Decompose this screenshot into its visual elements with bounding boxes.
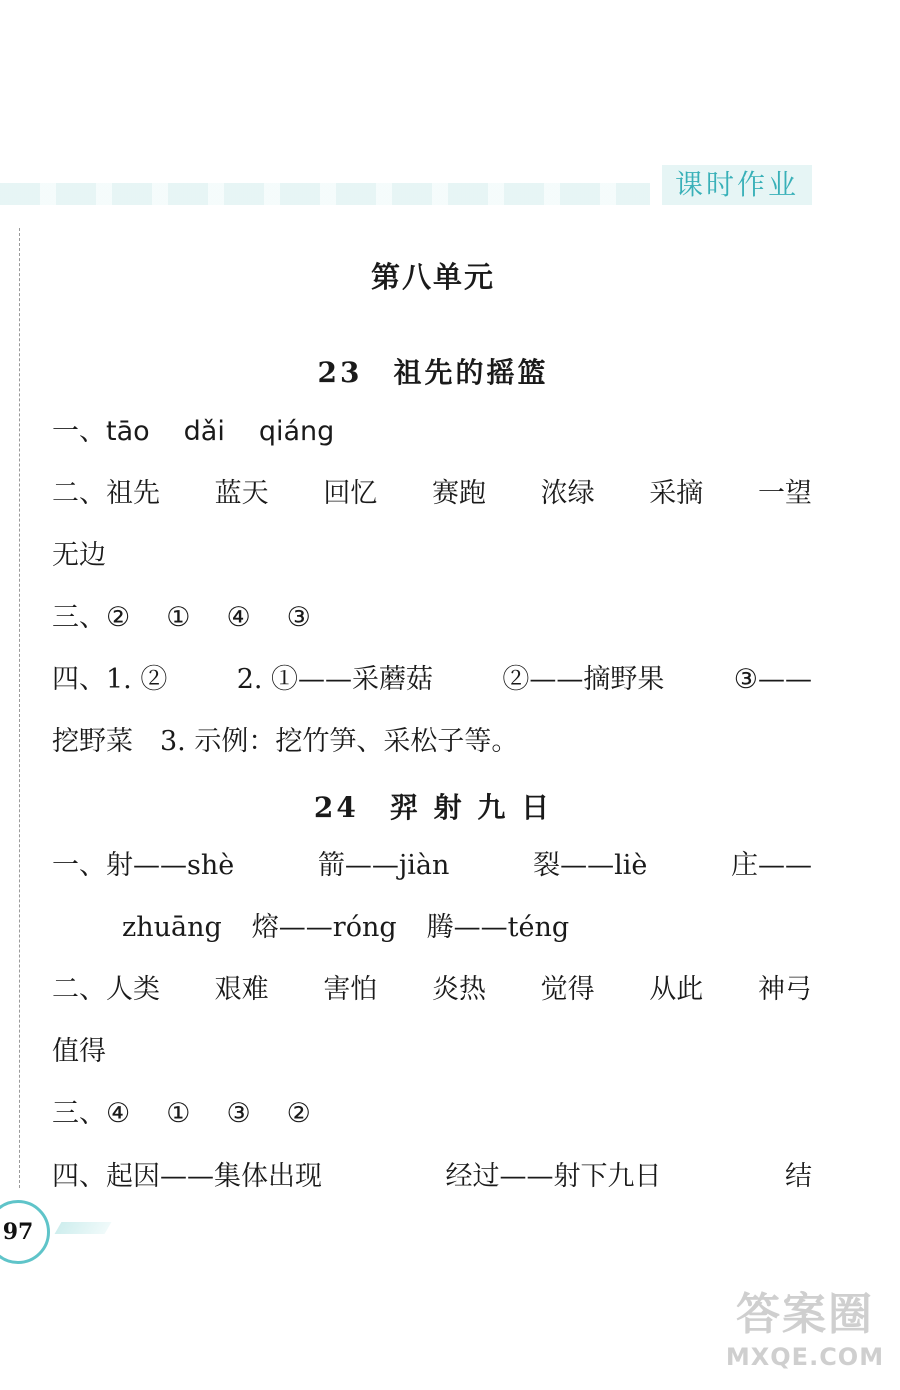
answer: ②——摘野果 [502,664,665,695]
pinyin: dǎi [183,416,225,447]
l24-q2-cont: 值得 [52,1036,106,1067]
word: 害怕 [323,974,378,1005]
l23-q4 [52,660,812,700]
question-number: 三、 [52,1098,106,1129]
answer: 熔——róng [251,912,397,943]
answer: 射——shè [106,850,235,881]
answer: 庄—— [731,850,812,881]
l24-q3 [52,1094,822,1134]
answer: ③ [226,1098,251,1129]
question-number: 四、 [52,664,106,695]
word: 从此 [649,974,704,1005]
answer: 裂——liè [533,850,648,881]
question-number-with-answer [52,660,167,700]
word: 祖先 [106,478,160,509]
word: 采摘 [649,478,704,509]
word: 神弓 [757,974,812,1005]
word: 觉得 [540,974,595,1005]
l23-q4-cont: 挖野菜 3. 示例：挖竹笋、采松子等。 [52,726,519,757]
watermark-logo: 答案圈 [736,1289,874,1340]
answer: 起因——集体出现 [106,1161,322,1192]
answer: 腾——téng [426,912,570,943]
question-number: 一、 [52,850,106,881]
word: 赛跑 [431,478,486,509]
lesson-title-24: 24 羿 射 九 日 [313,791,553,824]
l24-q1-cont [122,908,892,948]
question-number: 二、 [52,478,106,509]
answer: ③—— [733,664,812,695]
question-number: 二、 [52,974,106,1005]
l23-q2-cont: 无边 [52,540,106,571]
word: 一望 [757,478,812,509]
page-number: 97 [0,1200,50,1264]
word: 人类 [106,974,160,1005]
header-decoration-strip [0,183,650,205]
answer: ④ [106,1098,131,1129]
answer: zhuāng [122,912,222,943]
word: 蓝天 [214,478,269,509]
watermark-url: MXQE.COM [725,1343,885,1371]
answer: ① [166,1098,191,1129]
watermark [715,1288,895,1388]
answer: 箭——jiàn [317,850,450,881]
pinyin: qiáng [258,416,335,447]
question-number: 一、 [52,416,106,447]
question-number-with-answer [52,846,234,886]
answer: 2. ①——采蘑菇 [236,664,434,695]
l23-q3 [52,598,822,638]
word: 浓绿 [540,478,595,509]
question-number-with-answer [52,1157,322,1197]
pinyin: tāo [106,416,150,447]
l23-q2 [52,474,812,514]
answer: ② [286,1098,311,1129]
answer: ③ [286,602,311,633]
l24-q2 [52,970,812,1010]
unit-title: 第八单元 [370,260,495,294]
l23-q1 [52,412,822,452]
question-number-with-word [52,970,160,1010]
answer: 1. ② [106,664,168,695]
answer: ① [166,602,191,633]
question-number-with-word [52,474,160,514]
word: 回忆 [323,478,378,509]
question-number: 三、 [52,602,106,633]
page-number-tab-decoration [55,1222,112,1234]
l24-q1 [52,846,812,886]
answer: 经过——射下九日 [445,1161,662,1192]
l24-q4 [52,1157,812,1197]
word: 艰难 [214,974,269,1005]
answer: ② [106,602,131,633]
lesson-title-23: 23 祖先的摇篮 [317,356,549,389]
header-label: 课时作业 [662,165,812,205]
answer: ④ [226,602,251,633]
word: 炎热 [431,974,486,1005]
question-number: 四、 [52,1161,106,1192]
answer: 结 [785,1161,812,1192]
